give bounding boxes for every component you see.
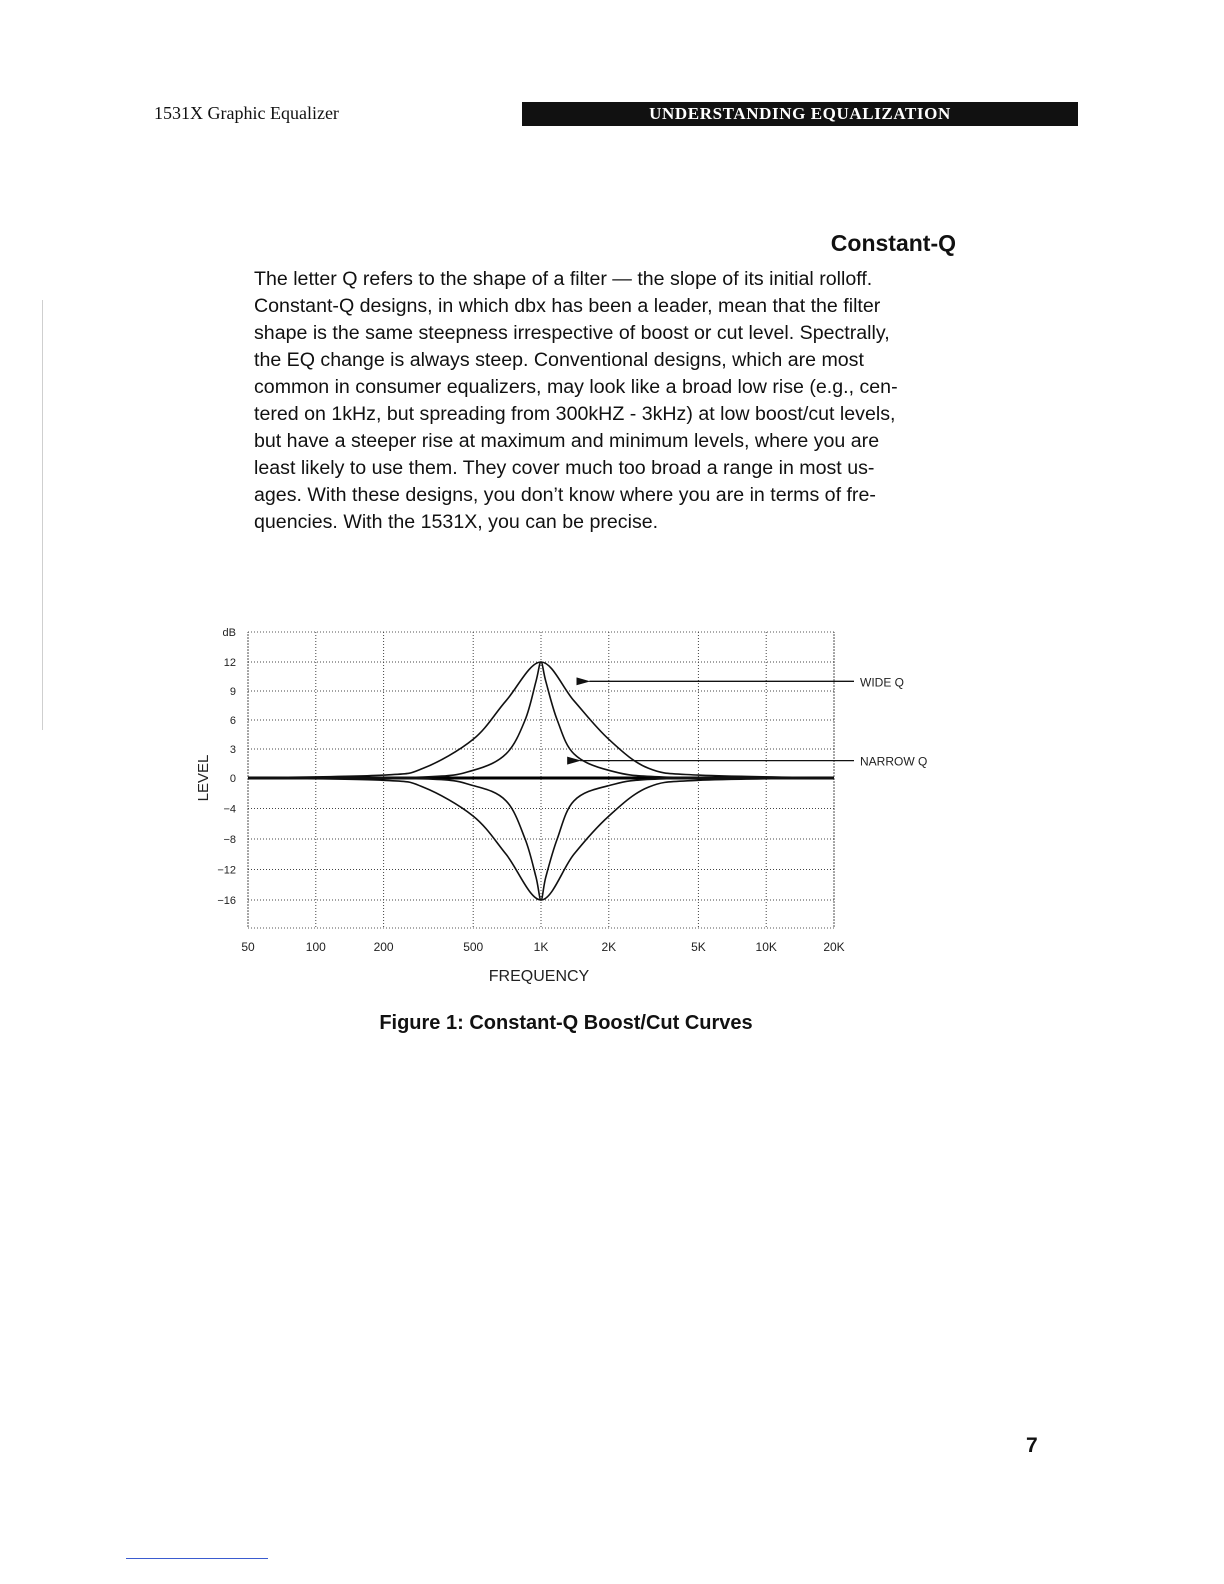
y-tick-label: 12 — [223, 657, 236, 669]
paragraph-line: tered on 1kHz, but spreading from 300kHZ - 3kHz) at low boost/cut levels, — [254, 403, 896, 425]
wide-q-label: WIDE Q — [860, 675, 904, 690]
y-axis-title: LEVEL — [195, 754, 212, 802]
y-unit-label: dB — [222, 627, 236, 639]
paragraph-line: but have a steeper rise at maximum and minimum levels, where you are — [254, 430, 880, 452]
x-tick-label: 50 — [241, 940, 255, 954]
footnote-rule — [126, 1558, 268, 1559]
paragraph-line: ages. With these designs, you don’t know where you are in terms of fre- — [254, 484, 876, 506]
chart-annotations — [580, 675, 927, 768]
x-tick-label: 100 — [305, 940, 326, 954]
x-tick-label: 500 — [463, 940, 484, 954]
section-heading: Constant-Q — [830, 230, 956, 256]
paragraph-line: common in consumer equalizers, may look like a broad low rise (e.g., cen- — [254, 376, 898, 398]
narrow-q-label: NARROW Q — [860, 754, 928, 769]
y-tick-label: 0 — [229, 773, 236, 785]
figure-caption: Figure 1: Constant-Q Boost/Cut Curves — [379, 1012, 753, 1034]
x-tick-label: 20K — [823, 940, 845, 954]
x-tick-label: 200 — [373, 940, 394, 954]
chart-curves — [248, 662, 834, 900]
y-tick-label: 9 — [229, 686, 236, 698]
x-axis-title: FREQUENCY — [488, 968, 590, 985]
paragraph-line: quencies. With the 1531X, you can be precise. — [254, 511, 659, 533]
x-tick-label: 1K — [533, 940, 549, 954]
page-number: 7 — [1026, 1434, 1038, 1457]
y-tick-label: −12 — [217, 864, 236, 877]
x-tick-label: 2K — [601, 940, 617, 954]
y-tick-label: 3 — [229, 744, 236, 756]
y-tick-label: −8 — [223, 834, 236, 846]
x-tick-label: 10K — [755, 940, 777, 954]
running-header-title: 1531X Graphic Equalizer — [154, 103, 339, 123]
paragraph-line: shape is the same steepness irrespective of boost or cut level. Spectrally, — [254, 322, 890, 344]
paragraph-line: the EQ change is always steep. Conventional designs, which are most — [254, 349, 864, 371]
section-title-bar: UNDERSTANDING EQUALIZATION — [522, 102, 1078, 126]
paragraph-line: Constant-Q designs, in which dbx has been a leader, mean that the filter — [254, 295, 881, 317]
chart-grid — [248, 632, 834, 928]
y-tick-label: −16 — [217, 895, 236, 907]
y-tick-label: −4 — [223, 803, 236, 816]
x-tick-label: 5K — [691, 940, 706, 954]
paragraph-line: The letter Q refers to the shape of a filter — the slope of its initial rolloff. — [254, 268, 873, 290]
y-tick-label: 6 — [229, 715, 236, 727]
paragraph-line: least likely to use them. They cover much too broad a range in most us- — [254, 457, 875, 479]
